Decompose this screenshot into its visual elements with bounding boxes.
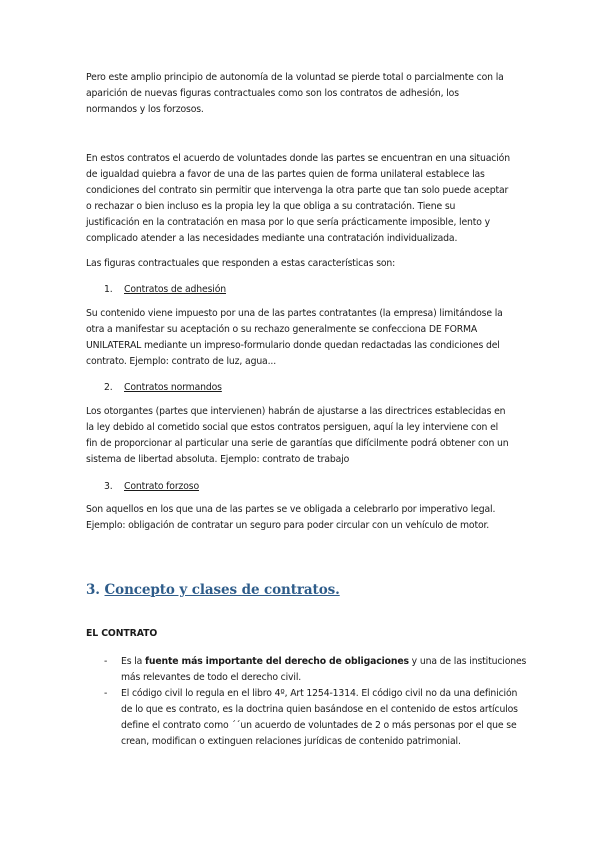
section-heading — [86, 582, 340, 598]
list-item-adhesion — [104, 282, 226, 298]
forzoso-description: Son aquellos en los que una de las partes se ve obligada a celebrarlo por imperativo legal. Ejemplo: obligación de contratar un seguro para poder circular con un vehículo de motor. — [86, 504, 496, 532]
bold-phrase: fuente más importante del derecho de obligaciones — [145, 656, 409, 667]
bullet-dash: - — [104, 688, 108, 699]
bullet-dash: - — [104, 656, 108, 667]
list-item-forzoso — [104, 479, 199, 495]
list-number: 3. — [104, 481, 113, 492]
list-number: 2. — [104, 382, 113, 393]
list-item-title: Contratos de adhesión — [124, 284, 227, 295]
list-item-title: Contrato forzoso — [124, 481, 200, 492]
bullet-text: Es la fuente más importante del derecho de obligaciones y una de las instituciones más relevantes de todo el derecho civil. — [121, 656, 527, 683]
intro-paragraph-2: En estos contratos el acuerdo de voluntades donde las partes se encuentran en una situación de igualdad quiebra a favor de una de las partes quien de forma unilateral establece las condiciones del contrato sin permitir que intervenga la otra parte que tan solo puede aceptar o rechazar o bien incluso es la propia ley la que obliga a su contratación. Tiene su justificación en la contratación en masa por lo que sería prácticamente imposible, lento y complicado atender a las necesidades mediante una contratación individualizada. — [86, 153, 510, 245]
section-title: Concepto y clases de contratos. — [104, 582, 340, 598]
normandos-description: Los otorgantes (partes que intervienen) habrán de ajustarse a las directrices establecidas en la ley debido al cometido social que estos contratos persiguen, aquí la ley interviene con el fin de proporcionar al particular una serie de garantías que difícilmente podrá obtener con un sistema de libertad absoluta. Ejemplo: contrato de trabajo — [86, 406, 509, 466]
adhesion-description: Su contenido viene impuesto por una de las partes contratantes (la empresa) limitándose la otra a manifestar su aceptación o su rechazo generalmente se confecciona DE FORMA UNILATERAL mediante un impreso-formulario donde quedan redactadas las condiciones del contrato. Ejemplo: contrato de luz, agua... — [86, 308, 503, 368]
intro-paragraph-3: Las figuras contractuales que responden a estas características son: — [86, 258, 396, 269]
contrato-heading: EL CONTRATO — [86, 628, 158, 639]
list-item-title: Contratos normandos — [124, 382, 222, 393]
list-item-normandos — [104, 380, 222, 396]
intro-paragraph-1: Pero este amplio principio de autonomía de la voluntad se pierde total o parcialmente con la aparición de nuevas figuras contractuales como son los contratos de adhesión, los normandos y los forzosos. — [86, 72, 504, 116]
bullet-text: El código civil lo regula en el libro 4º, Art 1254-1314. El código civil no da una definición de lo que es contrato, es la doctrina quien basándose en el contenido de estos artículos define el contrato como ´´un acuerdo de voluntades de 2 o más personas por el que se crean, modifican o extinguen relaciones jurídicas de contenido patrimonial. — [121, 688, 518, 747]
section-number: 3. — [86, 582, 100, 598]
list-number: 1. — [104, 284, 113, 295]
